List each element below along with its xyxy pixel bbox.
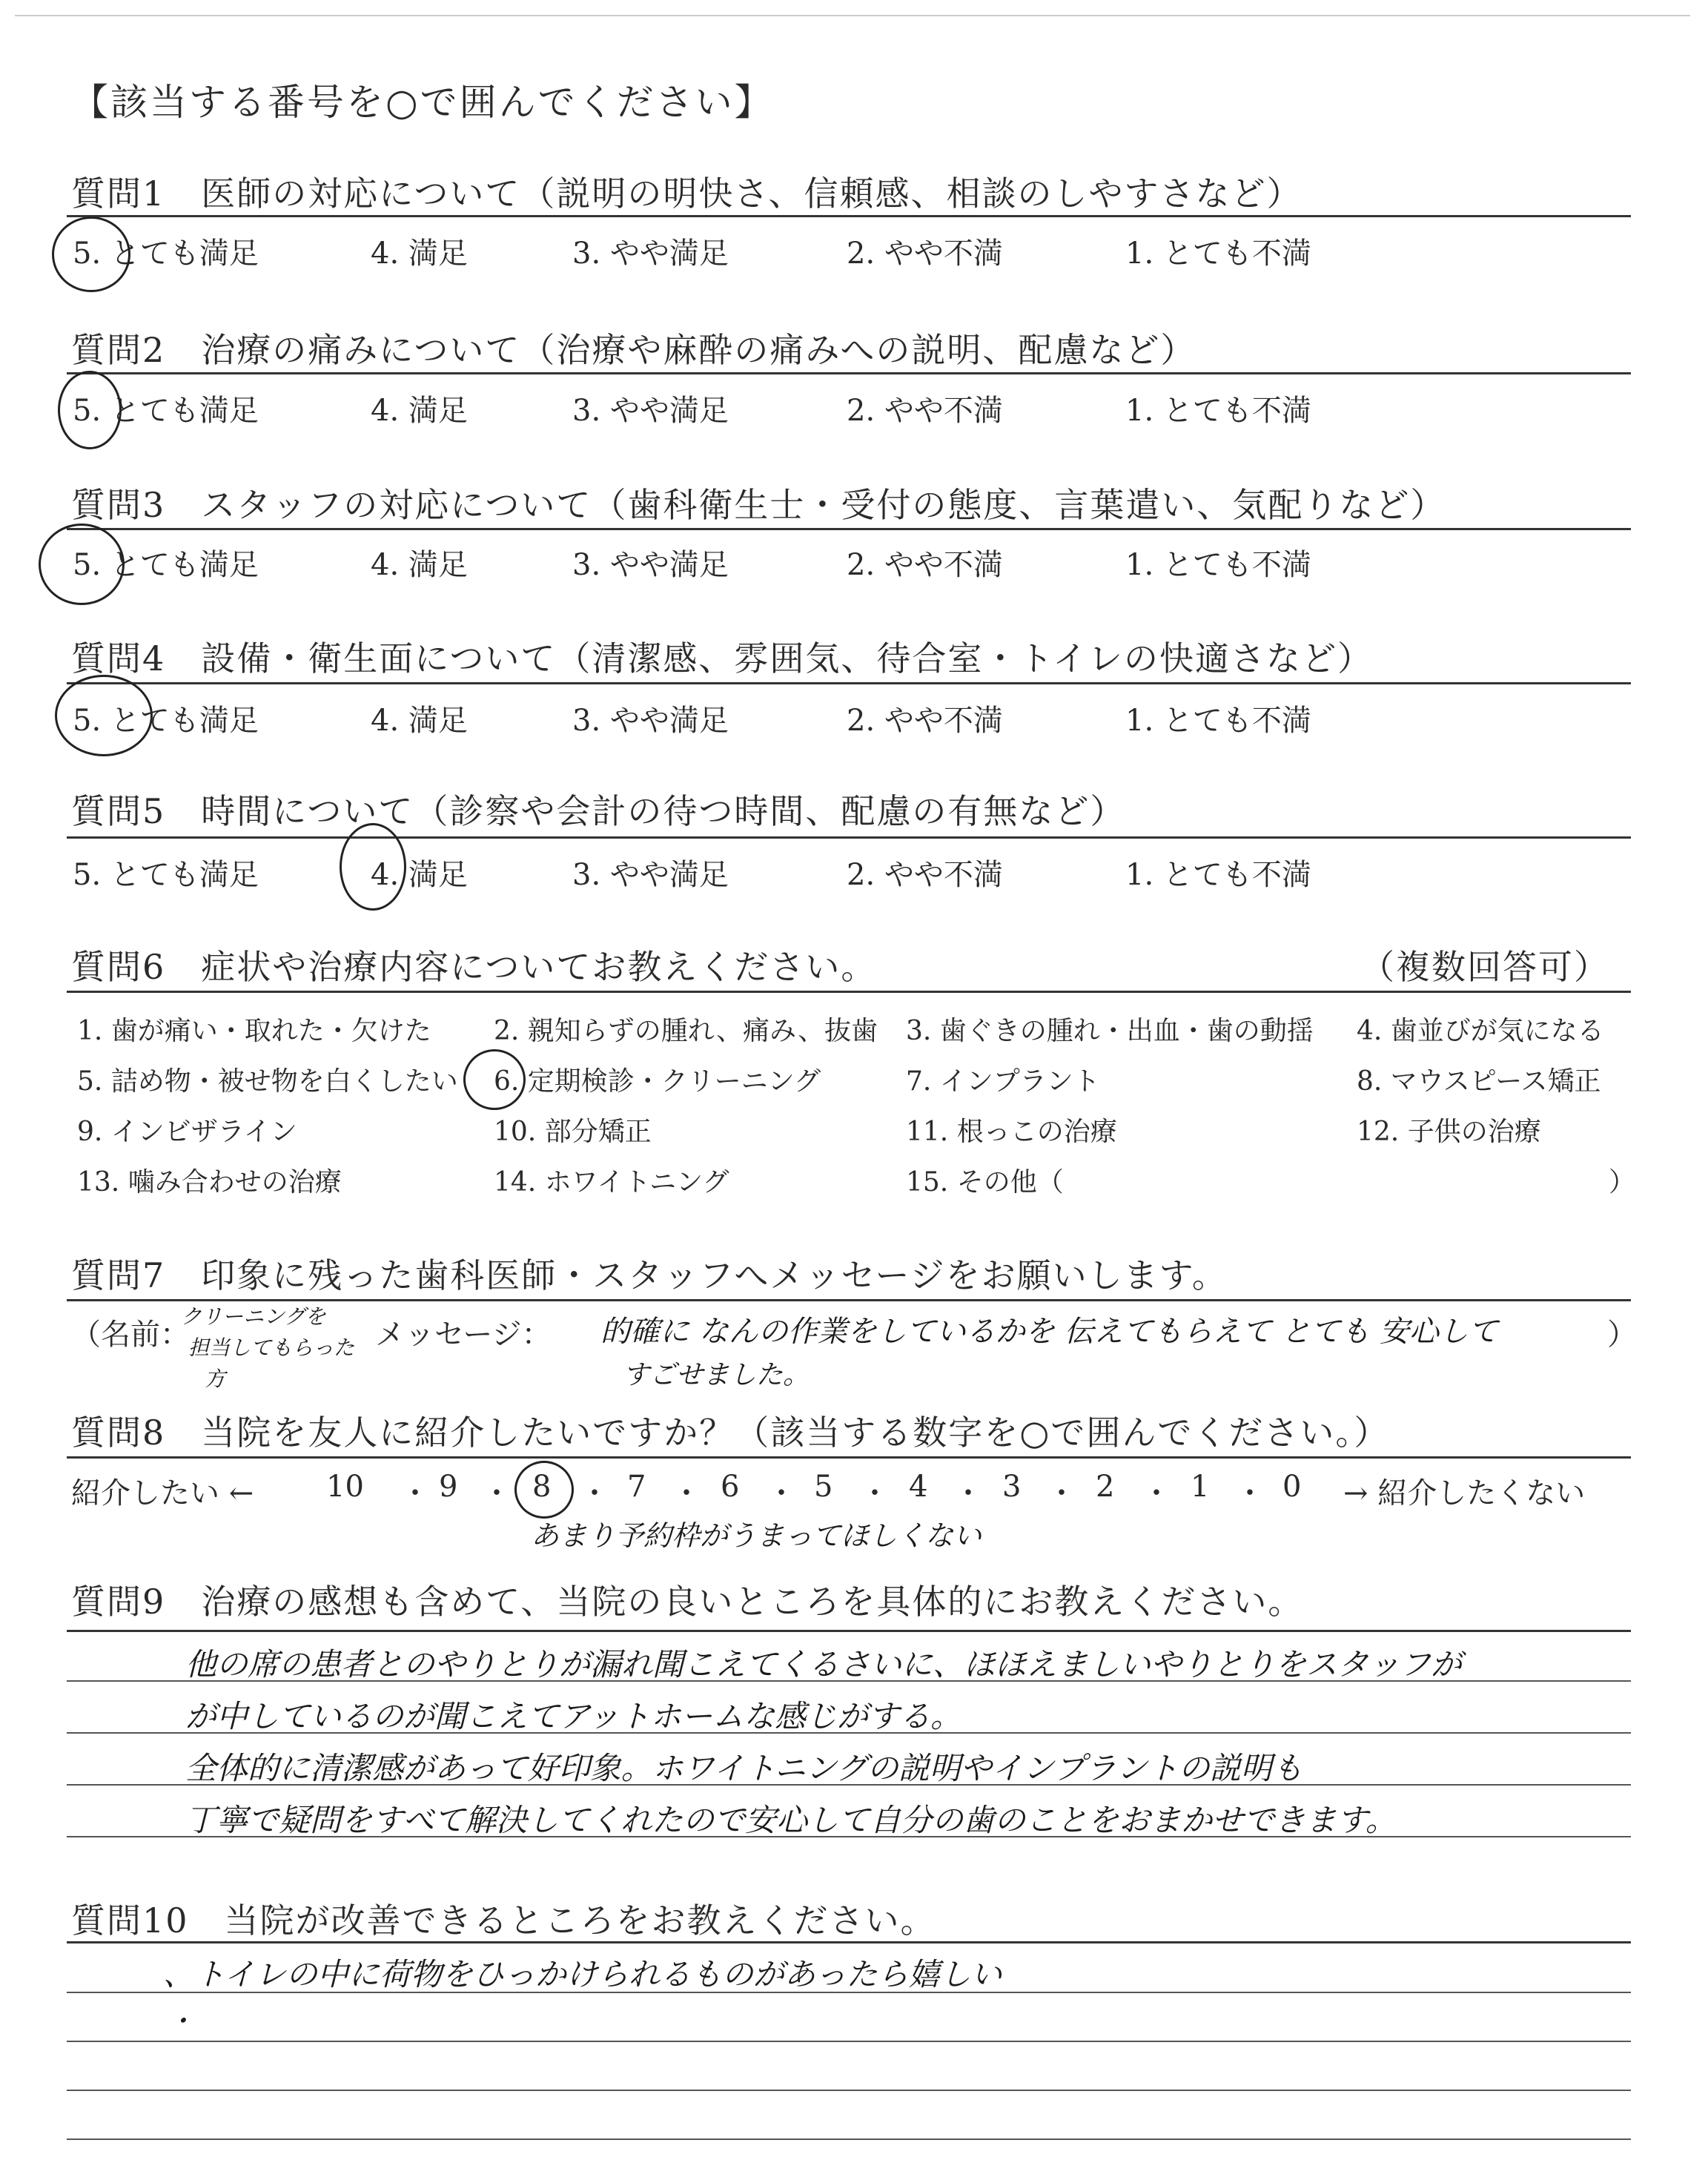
q5-selection-circle: [340, 823, 406, 911]
q2-selection-circle: [58, 371, 122, 449]
q6-option-14[interactable]: 14. ホワイトニング: [494, 1167, 729, 1198]
q4-title: 質問4 設備・衛生面について（清潔感、雰囲気、待合室・トイレの快適さなど）: [71, 638, 1374, 678]
q4-rule: [67, 682, 1631, 684]
q2-title: 質問2 治療の痛みについて（治療や麻酔の痛みへの説明、配慮など）: [71, 330, 1196, 370]
q6-option-11[interactable]: 11. 根っこの治療: [906, 1117, 1117, 1147]
q8-separator: ・: [953, 1476, 983, 1510]
q9-handwriting-1: 他の席の患者とのやりとりが漏れ聞こえてくるさいに、ほほえましいやりとりをスタッフが: [185, 1646, 1463, 1682]
q3-option-4[interactable]: 4. 満足: [371, 548, 468, 582]
q9-handwriting-4: 丁寧で疑問をすべて解決してくれたので安心して自分の歯のことをおまかせできます。: [185, 1802, 1397, 1838]
q2-option-4[interactable]: 4. 満足: [371, 394, 468, 428]
q2-option-3[interactable]: 3. やや満足: [572, 394, 729, 428]
q2-option-5[interactable]: 5. とても満足: [73, 394, 259, 428]
q7-name-label: （名前：: [71, 1318, 190, 1352]
q5-rule: [67, 836, 1631, 839]
q8-comment-handwriting: あまり予約枠がうまってほしくない: [531, 1519, 982, 1552]
q5-option-3[interactable]: 3. やや満足: [572, 858, 729, 892]
q8-number-2[interactable]: 2: [1096, 1470, 1115, 1504]
q6-option-15-close: ）: [1609, 1167, 1636, 1198]
q5-option-5[interactable]: 5. とても満足: [73, 858, 259, 892]
q6-rule: [67, 991, 1631, 993]
q6-option-12[interactable]: 12. 子供の治療: [1357, 1117, 1541, 1147]
q6-option-3[interactable]: 3. 歯ぐきの腫れ・出血・歯の動揺: [906, 1016, 1314, 1046]
q2-option-1[interactable]: 1. とても不満: [1125, 394, 1311, 428]
q8-separator: ・: [1142, 1476, 1171, 1510]
q6-option-2[interactable]: 2. 親知らずの腫れ、痛み、抜歯: [494, 1016, 878, 1046]
scan-edge: [15, 15, 1690, 16]
q8-number-3[interactable]: 3: [1002, 1470, 1022, 1504]
q8-number-10[interactable]: 10: [326, 1470, 364, 1504]
q6-selection-circle: [463, 1049, 526, 1110]
q5-option-4[interactable]: 4. 満足: [371, 858, 468, 892]
q8-separator: ・: [580, 1476, 609, 1510]
q5-title: 質問5 時間について（診察や会計の待つ時間、配慮の有無など）: [71, 791, 1126, 831]
q8-selection-circle: [514, 1461, 574, 1519]
q8-number-7[interactable]: 7: [627, 1470, 646, 1504]
q1-option-1[interactable]: 1. とても不満: [1125, 237, 1311, 271]
q7-name-handwriting-2: 担当してもらった: [188, 1335, 355, 1360]
q6-note: （複数回答可）: [1360, 947, 1609, 987]
q3-option-1[interactable]: 1. とても不満: [1125, 548, 1311, 582]
q6-option-6[interactable]: 6. 定期検診・クリーニング: [494, 1066, 821, 1097]
q8-number-4[interactable]: 4: [909, 1470, 928, 1504]
q10-line-2: [67, 2041, 1631, 2042]
q4-selection-circle: [55, 675, 153, 756]
q5-option-1[interactable]: 1. とても不満: [1125, 858, 1311, 892]
q1-rule: [67, 215, 1631, 217]
q6-option-8[interactable]: 8. マウスピース矯正: [1357, 1066, 1601, 1097]
q8-separator: ・: [482, 1476, 512, 1510]
q10-handwriting-1: 、トイレの中に荷物をひっかけられるものがあったら嬉しい: [163, 1956, 1002, 1992]
q6-option-7[interactable]: 7. インプラント: [906, 1066, 1100, 1097]
q1-title: 質問1 医師の対応について（説明の明快さ、信頼感、相談のしやすさなど）: [71, 174, 1302, 214]
q3-rule: [67, 528, 1631, 530]
q1-option-2[interactable]: 2. やや不満: [847, 237, 1003, 271]
q8-number-8[interactable]: 8: [532, 1470, 552, 1504]
q4-option-5[interactable]: 5. とても満足: [73, 704, 259, 738]
q8-separator: ・: [1235, 1476, 1265, 1510]
instruction-header: 【該当する番号を○で囲んでください】: [71, 81, 774, 124]
q10-handwriting-2: ・: [168, 2007, 195, 2037]
q8-separator: ・: [1047, 1476, 1076, 1510]
q9-title: 質問9 治療の感想も含めて、当院の良いところを具体的にお教えください。: [71, 1582, 1304, 1622]
q7-message-label: メッセージ：: [375, 1318, 552, 1352]
q6-option-15[interactable]: 15. その他（: [906, 1167, 1064, 1198]
q10-line-3: [67, 2090, 1631, 2091]
q7-name-handwriting-1: クリーニングを: [181, 1304, 326, 1329]
q8-number-0[interactable]: 0: [1282, 1470, 1302, 1504]
q6-option-10[interactable]: 10. 部分矯正: [494, 1117, 652, 1147]
q9-handwriting-2: が中しているのが聞こえてアットホームな感じがする。: [185, 1698, 962, 1734]
q7-message-handwriting-1: 的確に なんの作業をしているかを 伝えてもらえて とても 安心して: [600, 1315, 1498, 1349]
q6-option-9[interactable]: 9. インビザライン: [77, 1117, 297, 1147]
q2-option-2[interactable]: 2. やや不満: [847, 394, 1003, 428]
q1-selection-circle: [52, 217, 130, 292]
q10-rule: [67, 1941, 1631, 1943]
q1-option-4[interactable]: 4. 満足: [371, 237, 468, 271]
q10-title: 質問10 当院が改善できるところをお教えください。: [71, 1900, 936, 1941]
q8-separator: ・: [400, 1476, 430, 1510]
q10-line-4: [67, 2138, 1631, 2140]
q8-rule: [67, 1456, 1631, 1459]
q7-title: 質問7 印象に残った歯科医師・スタッフへメッセージをお願いします。: [71, 1255, 1228, 1295]
q4-option-4[interactable]: 4. 満足: [371, 704, 468, 738]
q3-option-5[interactable]: 5. とても満足: [73, 548, 259, 582]
q8-separator: ・: [860, 1476, 890, 1510]
q6-title: 質問6 症状や治療内容についてお教えください。: [71, 947, 877, 987]
q8-number-5[interactable]: 5: [814, 1470, 833, 1504]
q1-option-5[interactable]: 5. とても満足: [73, 237, 259, 271]
q6-option-13[interactable]: 13. 噛み合わせの治療: [77, 1167, 342, 1198]
q7-close-paren: ）: [1607, 1318, 1637, 1352]
q5-option-2[interactable]: 2. やや不満: [847, 858, 1003, 892]
q4-option-1[interactable]: 1. とても不満: [1125, 704, 1311, 738]
q2-rule: [67, 372, 1631, 374]
q3-selection-circle: [39, 524, 125, 605]
q8-separator: ・: [672, 1476, 701, 1510]
q4-option-3[interactable]: 3. やや満足: [572, 704, 729, 738]
q8-number-6[interactable]: 6: [721, 1470, 740, 1504]
q3-title: 質問3 スタッフの対応について（歯科衛生士・受付の態度、言葉遣い、気配りなど）: [71, 485, 1446, 525]
q6-option-5[interactable]: 5. 詰め物・被せ物を白くしたい: [77, 1066, 458, 1097]
q4-option-2[interactable]: 2. やや不満: [847, 704, 1003, 738]
q8-left-label: 紹介したい ←: [71, 1476, 254, 1510]
q7-name-handwriting-3: 方: [205, 1367, 226, 1391]
q8-title: 質問8 当院を友人に紹介したいですか？（該当する数字を○で囲んでください。）: [71, 1413, 1390, 1453]
q8-right-label: → 紹介したくない: [1343, 1476, 1586, 1510]
q7-message-handwriting-2: すごせました。: [623, 1360, 810, 1390]
q1-option-3[interactable]: 3. やや満足: [572, 237, 729, 271]
q9-handwriting-3: 全体的に清潔感があって好印象。ホワイトニングの説明やインプラントの説明も: [185, 1750, 1303, 1786]
q8-number-1[interactable]: 1: [1191, 1470, 1210, 1504]
q3-option-3[interactable]: 3. やや満足: [572, 548, 729, 582]
q6-option-4[interactable]: 4. 歯並びが気になる: [1357, 1016, 1604, 1046]
q6-option-1[interactable]: 1. 歯が痛い・取れた・欠けた: [77, 1016, 431, 1046]
q8-separator: ・: [767, 1476, 796, 1510]
q9-rule: [67, 1630, 1631, 1632]
q3-option-2[interactable]: 2. やや不満: [847, 548, 1003, 582]
q8-number-9[interactable]: 9: [439, 1470, 458, 1504]
